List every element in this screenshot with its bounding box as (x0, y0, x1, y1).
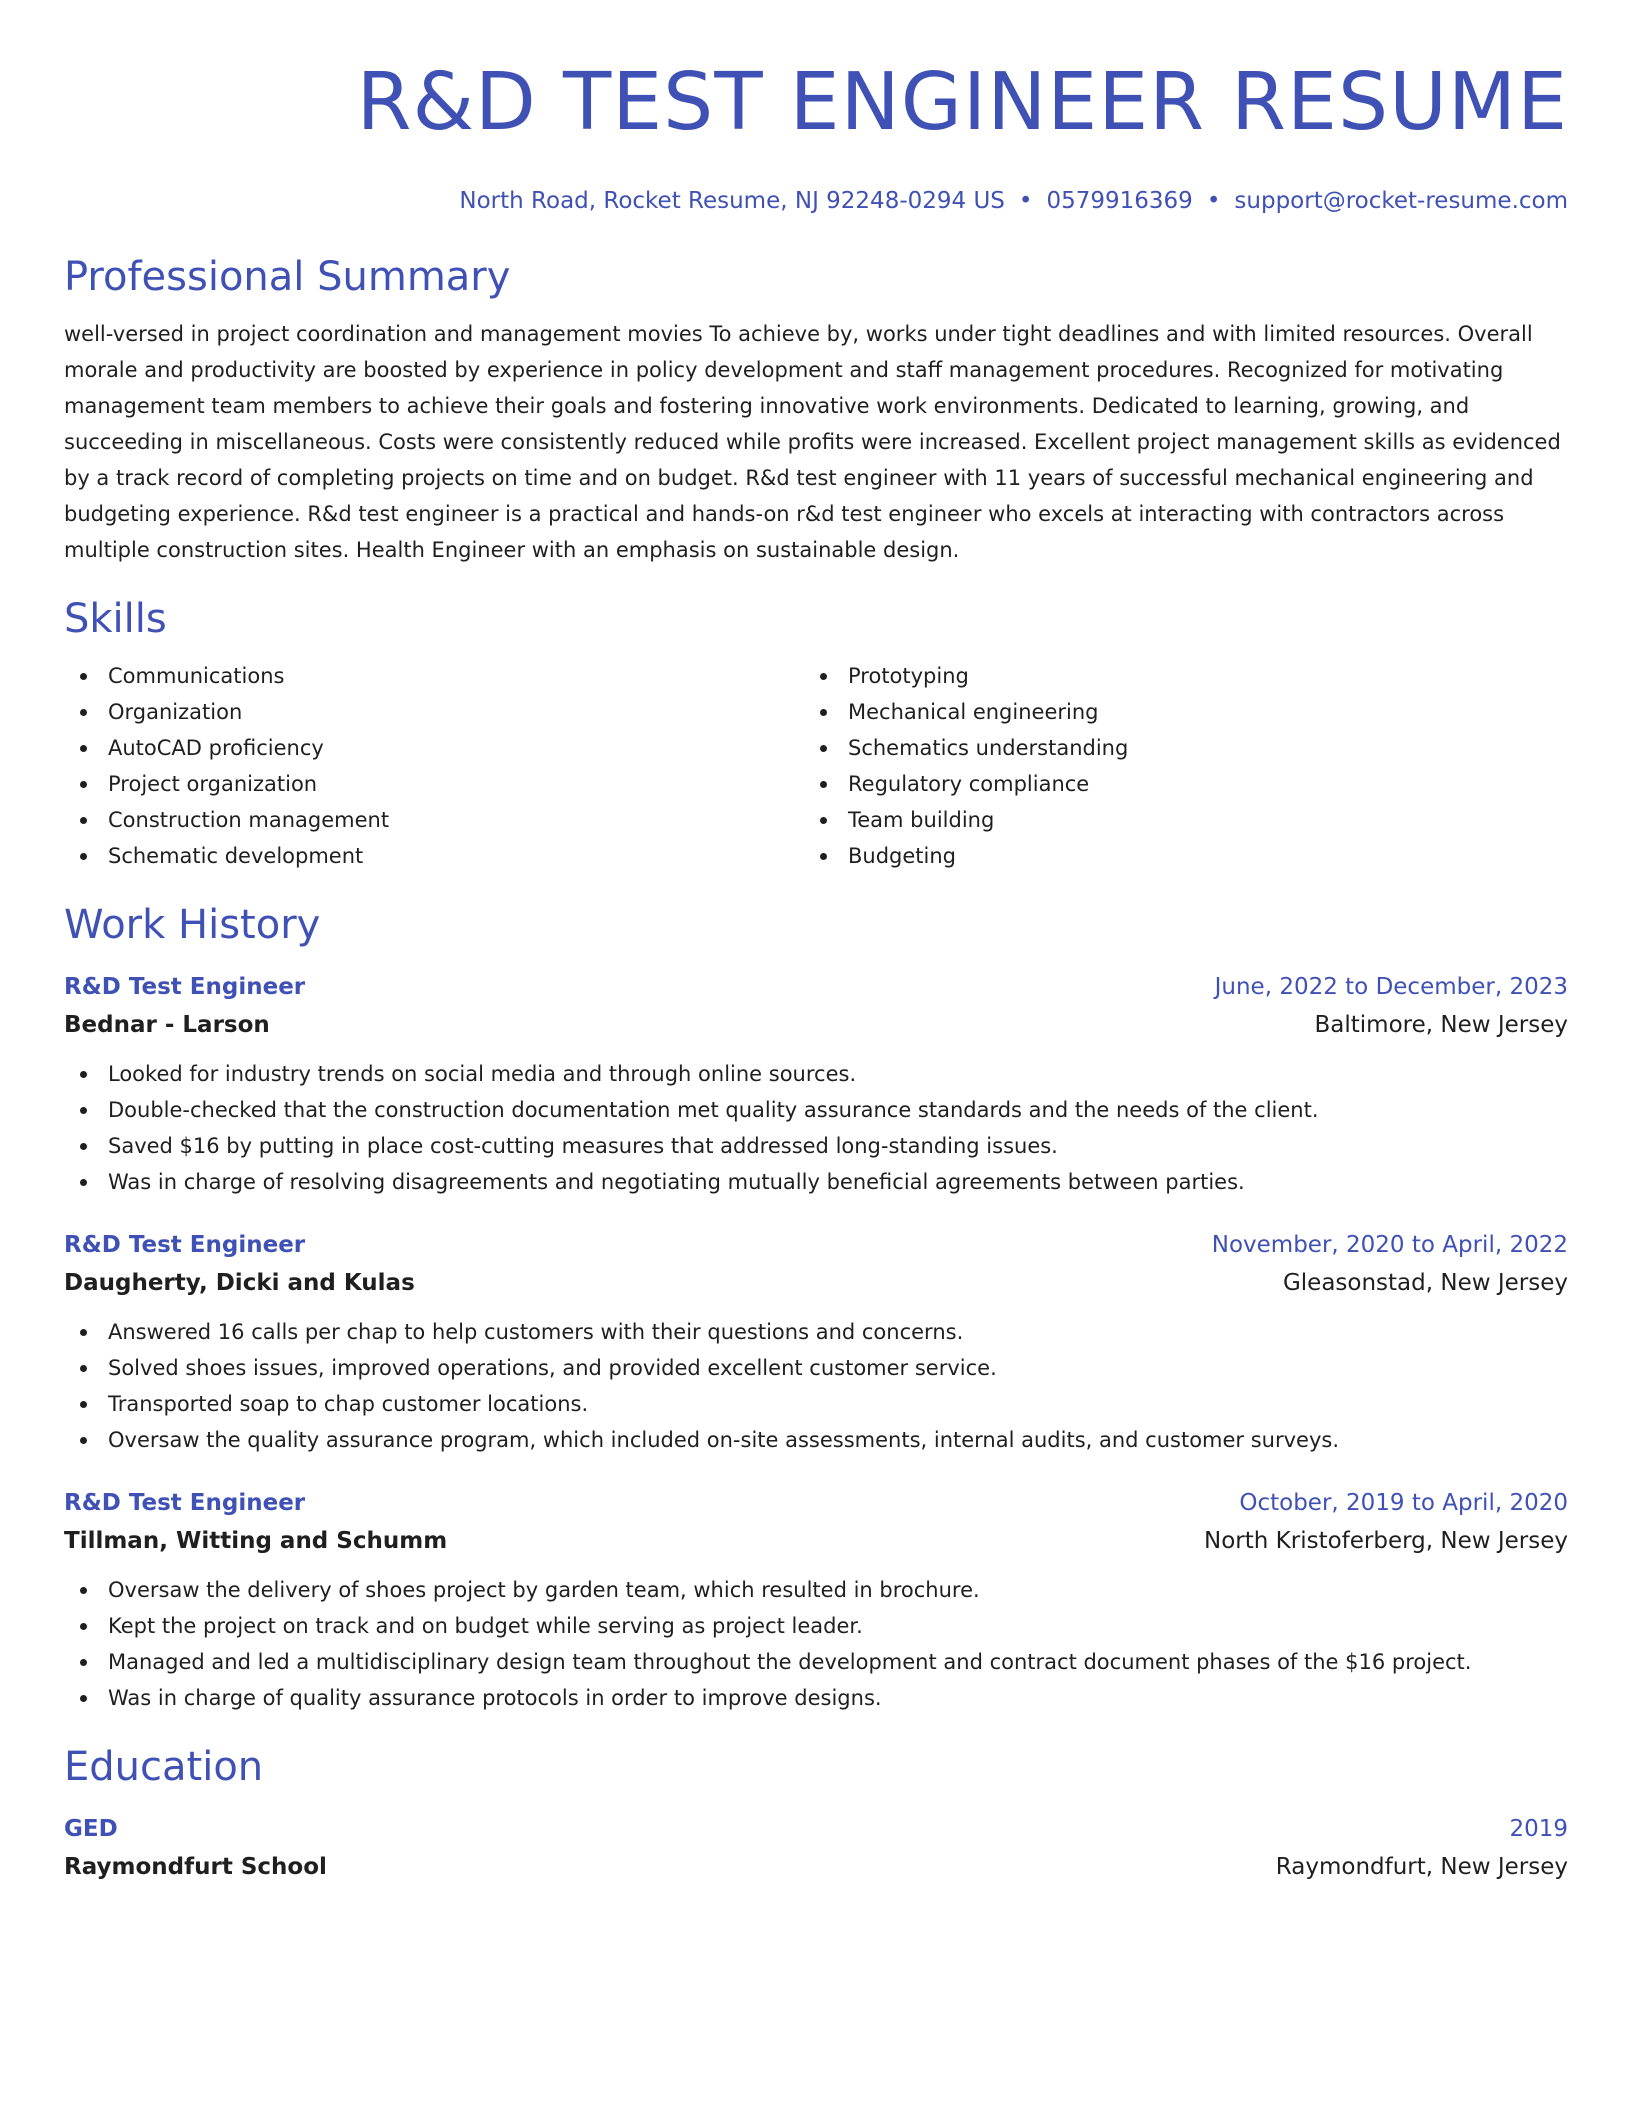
education-section (64, 1742, 1568, 1886)
skills-grid (64, 658, 1568, 874)
job-bullet: Transported soap to chap customer locations. (64, 1386, 1568, 1422)
summary-section (64, 252, 1568, 568)
job-title-row (64, 1484, 1568, 1522)
job-bullets (64, 1572, 1568, 1716)
job-title-row (64, 1226, 1568, 1264)
skill-item: Communications (64, 658, 804, 694)
job-bullet: Managed and led a multidisciplinary design team throughout the development and contract document phases of the $16 project. (64, 1644, 1568, 1680)
skills-section (64, 594, 1568, 874)
job-bullet: Solved shoes issues, improved operations, and provided excellent customer service. (64, 1350, 1568, 1386)
job-location: North Kristoferberg, New Jersey (1204, 1528, 1568, 1554)
education-school: Raymondfurt School (64, 1854, 327, 1880)
job-bullet: Double-checked that the construction documentation met quality assurance standards and the needs of the client. (64, 1092, 1568, 1128)
skill-item: Prototyping (804, 658, 1568, 694)
job-bullet: Looked for industry trends on social media and through online sources. (64, 1056, 1568, 1092)
skill-item: Project organization (64, 766, 804, 802)
work-history-section (64, 900, 1568, 1716)
job-entry (64, 1226, 1568, 1458)
job-bullets (64, 1314, 1568, 1458)
skill-item: AutoCAD proficiency (64, 730, 804, 766)
job-company-row (64, 1006, 1568, 1044)
job-entry (64, 1484, 1568, 1716)
job-title: R&D Test Engineer (64, 1490, 306, 1516)
education-school-row (64, 1848, 1568, 1886)
education-location: Raymondfurt, New Jersey (1275, 1854, 1568, 1880)
skill-item: Mechanical engineering (804, 694, 1568, 730)
resume-title: R&D TEST ENGINEER RESUME (356, 56, 1568, 148)
job-company: Tillman, Witting and Schumm (64, 1528, 448, 1554)
job-bullet: Oversaw the delivery of shoes project by garden team, which resulted in brochure. (64, 1572, 1568, 1608)
summary-text: well-versed in project coordination and management movies To achieve by, works under tight deadlines and with limited resources. Overall morale and productivity are boosted by experience in policy development and staff management procedures. Recognized for motivating management team members to achieve their goals and fostering innovative work environments. Dedicated to learning, growing, and succeeding in miscellaneous. Costs were consistently reduced while profits were increased. Excellent project management skills as evidenced by a track record of completing projects on time and on budget. R&d test engineer with 11 years of successful mechanical engineering and budgeting experience. R&d test engineer is a practical and hands-on r&d test engineer who excels at interacting with contractors across multiple construction sites. Health Engineer with an emphasis on sustainable design. (64, 322, 1561, 562)
skill-item: Regulatory compliance (804, 766, 1568, 802)
skill-item: Schematics understanding (804, 730, 1568, 766)
job-bullet: Was in charge of quality assurance protocols in order to improve designs. (64, 1680, 1568, 1716)
job-bullet: Kept the project on track and on budget while serving as project leader. (64, 1608, 1568, 1644)
job-dates: November, 2020 to April, 2022 (1211, 1232, 1568, 1258)
contact-phone: 0579916369 (1046, 188, 1193, 214)
education-heading: Education (64, 1744, 264, 1790)
job-dates: October, 2019 to April, 2020 (1239, 1490, 1568, 1516)
job-title: R&D Test Engineer (64, 974, 306, 1000)
summary-heading: Professional Summary (64, 254, 511, 300)
contact-separator: • (1018, 188, 1033, 214)
job-location: Gleasonstad, New Jersey (1282, 1270, 1568, 1296)
job-dates: June, 2022 to December, 2023 (1214, 974, 1568, 1000)
skill-item: Schematic development (64, 838, 804, 874)
job-bullets (64, 1056, 1568, 1200)
skill-item: Team building (804, 802, 1568, 838)
job-title-row (64, 968, 1568, 1006)
contact-line (64, 186, 1568, 216)
job-bullet: Was in charge of resolving disagreements and negotiating mutually beneficial agreements between parties. (64, 1164, 1568, 1200)
job-company-row (64, 1264, 1568, 1302)
job-entry (64, 968, 1568, 1200)
contact-address: North Road, Rocket Resume, NJ 92248-0294 US (459, 188, 1005, 214)
job-location: Baltimore, New Jersey (1314, 1012, 1568, 1038)
job-company: Daugherty, Dicki and Kulas (64, 1270, 415, 1296)
job-company-row (64, 1522, 1568, 1560)
skills-heading: Skills (64, 596, 167, 642)
contact-separator: • (1206, 188, 1221, 214)
job-bullet: Oversaw the quality assurance program, which included on-site assessments, internal audits, and customer surveys. (64, 1422, 1568, 1458)
work-history-heading: Work History (64, 902, 321, 948)
job-bullet: Saved $16 by putting in place cost-cutting measures that addressed long-standing issues. (64, 1128, 1568, 1164)
contact-email: support@rocket-resume.com (1234, 188, 1568, 214)
education-degree: GED (64, 1816, 118, 1842)
education-year: 2019 (1509, 1816, 1568, 1842)
job-bullet: Answered 16 calls per chap to help customers with their questions and concerns. (64, 1314, 1568, 1350)
skills-list-left (64, 658, 804, 874)
skill-item: Construction management (64, 802, 804, 838)
job-title: R&D Test Engineer (64, 1232, 306, 1258)
education-entry (64, 1810, 1568, 1886)
skills-list-right (804, 658, 1568, 874)
education-degree-row (64, 1810, 1568, 1848)
job-company: Bednar - Larson (64, 1012, 270, 1038)
resume-header (64, 54, 1568, 216)
skill-item: Budgeting (804, 838, 1568, 874)
skill-item: Organization (64, 694, 804, 730)
